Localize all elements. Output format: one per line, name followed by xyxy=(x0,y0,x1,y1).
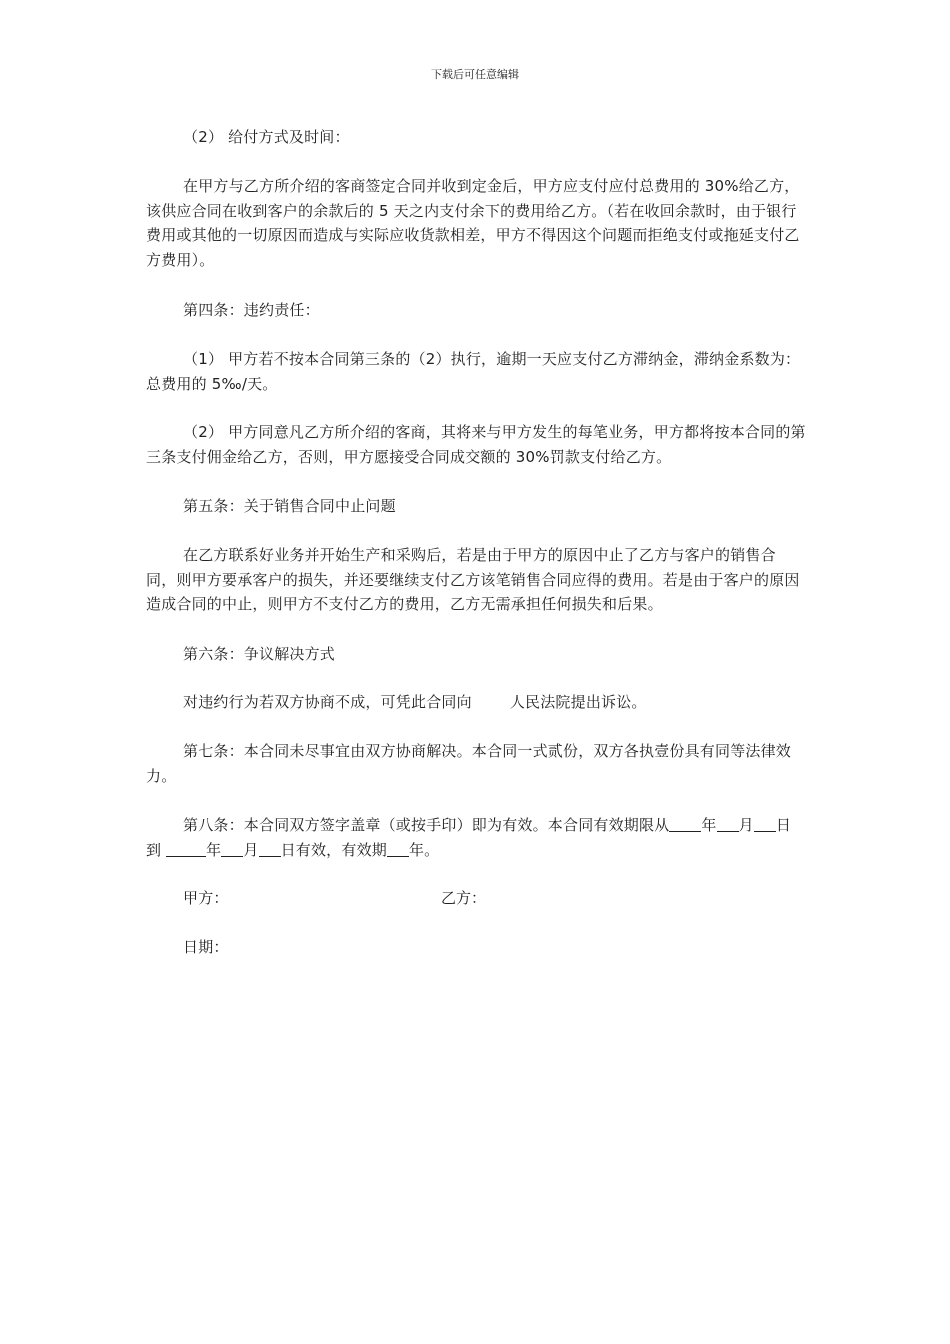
label-year-end: 年 xyxy=(206,840,222,859)
signature-date: 日期： xyxy=(183,938,229,956)
blank-month-start xyxy=(717,815,739,832)
clause7-body: 第七条：本合同未尽事宜由双方协商解决。本合同一式贰份，双方各执壹份具有同等法律效力。 xyxy=(146,742,792,785)
signature-party-b: 乙方： xyxy=(441,889,487,907)
clause4-item1: （1） 甲方若不按本合同第三条的（2）执行，逾期一天应支付乙方滞纳金，滞纳金系数为：总费用的 5‰/天。 xyxy=(146,350,801,393)
clause4-title: 第四条：违约责任： xyxy=(183,301,320,319)
blank-day-start xyxy=(754,815,776,832)
clause5-title: 第五条：关于销售合同中止问题 xyxy=(183,497,396,515)
clause3-2-title: （2） 给付方式及时间： xyxy=(183,128,350,146)
label-day-start: 日 到 xyxy=(146,816,792,859)
label-day-end: 日有效，有效期 xyxy=(280,840,387,859)
blank-year-end xyxy=(166,840,206,857)
label-year-start: 年 xyxy=(701,816,717,834)
clause3-2-body: 在甲方与乙方所介绍的客商签定合同并收到定金后，甲方应支付应付总费用的 30%给乙方，该供应合同在收到客户的余款后的 5 天之内支付余下的费用给乙方。（若在收回余款时，由于银行费用或其他的一切原因而造成与实际应收货款相差，甲方不得因这个问题而拒绝支付或拖延支付乙方费用）。 xyxy=(146,177,800,269)
label-month-start: 月 xyxy=(738,816,754,834)
clause6-body-a: 对违约行为若双方协商不成，可凭此合同向 xyxy=(183,693,472,711)
clause6-title: 第六条：争议解决方式 xyxy=(183,645,336,663)
clause5-body: 在乙方联系好业务并开始生产和采购后，若是由于甲方的原因中止了乙方与客户的销售合同，则甲方要承客户的损失，并还要继续支付乙方该笔销售合同应得的费用。若是由于客户的原因造成合同的中止，则甲方不支付乙方的费用，乙方无需承担任何损失和后果。 xyxy=(146,546,800,613)
label-month-end: 月 xyxy=(243,840,259,859)
clause6-body-b: 人民法院提出诉讼。 xyxy=(509,693,647,711)
clause4-item2: （2） 甲方同意凡乙方所介绍的客商，其将来与甲方发生的每笔业务，甲方都将按本合同的第三条支付佣金给乙方，否则，甲方愿接受合同成交额的 30%罚款支付给乙方。 xyxy=(146,423,806,466)
clause8-part1: 第八条：本合同双方签字盖章（或按手印）即为有效。本合同有效期限从 xyxy=(183,816,670,834)
signature-party-a: 甲方： xyxy=(183,889,229,907)
clause8-body xyxy=(146,813,806,862)
blank-validity-years xyxy=(387,840,409,857)
blank-year-start xyxy=(669,815,701,832)
clause6-body xyxy=(146,690,806,715)
blank-month-end xyxy=(221,840,243,857)
page-header: 下载后可任意编辑 xyxy=(431,68,519,81)
label-validity-years: 年。 xyxy=(408,840,440,859)
blank-day-end xyxy=(259,840,281,857)
